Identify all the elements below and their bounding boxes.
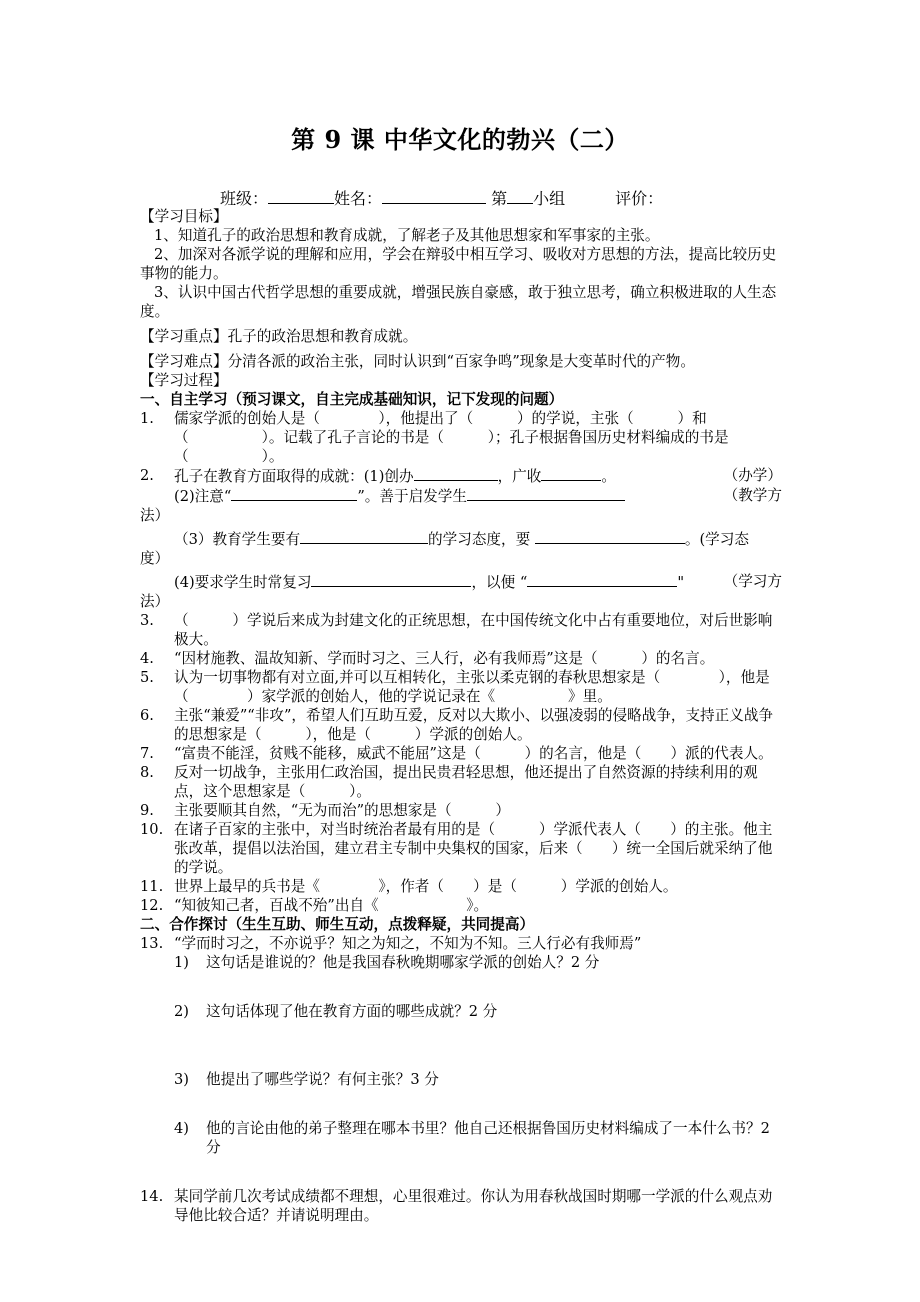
sub-question-text: 这句话体现了他在教育方面的哪些成就？2 分 (206, 1003, 498, 1020)
class-blank[interactable] (268, 188, 334, 204)
q2-text: 的学习态度，要 (428, 531, 531, 548)
answer-space[interactable] (140, 1089, 782, 1119)
q2-tag: （学习方 (723, 573, 782, 590)
q2-text: ，以便 “ (471, 574, 528, 591)
question-number: 10. (140, 821, 164, 838)
question-number: 9. (140, 802, 154, 819)
q2-text: (4)要求学生时常复习 (174, 574, 312, 591)
question-text: “因材施教、温故知新、学而时习之、三人行，必有我师焉”这是（ ）的名言。 (174, 650, 715, 667)
sub-question-number: 3) (174, 1071, 189, 1088)
question-text: （ ）学说后来成为封建文化的正统思想，在中国传统文化中占有重要地位，对后世影响极大。 (174, 612, 773, 648)
question-2 (140, 466, 782, 611)
question-number: 4. (140, 650, 154, 667)
q2-text: 。 (601, 468, 616, 485)
question-text: 主张要顺其自然，“无为而治”的思想家是（ ） (174, 802, 510, 819)
answer-blank[interactable] (541, 466, 601, 481)
question-1 (140, 409, 782, 466)
sub-question-text: 他提出了哪些学说？有何主张？3 分 (206, 1071, 439, 1088)
q2-tag: （教学方 (723, 487, 782, 504)
q2-text: (2)注意“ (174, 488, 232, 505)
name-label: 姓名： (334, 189, 383, 208)
question-3 (140, 611, 782, 649)
sub-question-4 (140, 1119, 782, 1157)
question-13 (140, 934, 782, 953)
page-title: 第 9 课 中华文化的勃兴（二） (291, 125, 629, 154)
q2-text: 法） (140, 507, 170, 524)
answer-blank[interactable] (231, 486, 357, 501)
question-number: 8. (140, 764, 154, 781)
question-12 (140, 896, 782, 915)
sub-question-text: 他的言论由他的弟子整理在哪本书里？他自己还根据鲁国历史材料编成了一本什么书？2 分 (206, 1120, 770, 1156)
question-number: 7. (140, 745, 154, 762)
group-suffix: 小组 (533, 189, 566, 208)
answer-blank[interactable] (535, 529, 685, 544)
learning-difficulty (140, 352, 782, 371)
sub-question-number: 4) (174, 1120, 189, 1137)
question-text: 某同学前几次考试成绩都不理想，心里很难过。你认为用春秋战国时期哪一学派的什么观点劝导他比较合适？并请说明理由。 (174, 1188, 773, 1224)
answer-space[interactable] (140, 1157, 782, 1187)
worksheet-content (140, 207, 782, 1225)
question-8 (140, 763, 782, 801)
question-quote: “学而时习之，不亦说乎？知之为知之，不知为不知。三人行必有我师焉” (174, 935, 642, 952)
section-cooperation-heading: 二、合作探讨（生生互助、师生互动，点拨释疑，共同提高） (140, 916, 535, 933)
question-14 (140, 1187, 782, 1225)
sub-question-number: 2) (174, 1003, 189, 1020)
learning-process-heading: 【学习过程】 (140, 372, 228, 389)
sub-question-2 (140, 1002, 782, 1021)
sub-question-text: 这句话是谁说的？他是我国春秋晚期哪家学派的创始人？2 分 (206, 954, 600, 971)
question-number: 6. (140, 707, 154, 724)
question-text: 主张“兼爱”“非攻”，希望人们互助互爱，反对以大欺小、以强凌弱的侵略战争，支持正义战争的思想家是（ ），他是（ ）学派的创始人。 (174, 707, 774, 743)
group-blank[interactable] (507, 188, 533, 204)
question-number: 3. (140, 612, 154, 629)
question-text: 世界上最早的兵书是《 》，作者（ ）是（ ）学派的创始人。 (174, 878, 678, 895)
answer-blank[interactable] (527, 572, 677, 587)
question-text: 在诸子百家的主张中，对当时统治者最有用的是（ ）学派代表人（ ）的主张。他主张改革，提倡以法治国，建立君主专制中央集权的国家，后来（ ）统一全国后就采纳了他的学说。 (174, 821, 773, 876)
learning-goals-heading: 【学习目标】 (140, 208, 228, 225)
q2-text: ，广收 (497, 468, 542, 485)
question-number: 12. (140, 897, 164, 914)
answer-space[interactable] (140, 1021, 782, 1070)
class-label: 班级： (220, 189, 269, 208)
goal-item: 2、加深对各派学说的理解和应用，学会在辩驳中相互学习、吸收对方思想的方法，提高比较历史事物的能力。 (140, 246, 777, 282)
question-text: “富贵不能淫，贫贱不能移，威武不能屈”这是（ ）的名言，他是（ ）派的代表人。 (174, 745, 773, 762)
difficulty-label: 【学习难点】 (140, 353, 228, 370)
difficulty-text: 分清各派的政治主张，同时认识到“百家争鸣”现象是大变革时代的产物。 (227, 353, 695, 370)
q2-text: （3）教育学生要有 (174, 531, 301, 548)
answer-blank[interactable] (467, 486, 625, 501)
question-text: 反对一切战争，主张用仁政治国，提出民贵君轻思想，他还提出了自然资源的持续利用的观点，这个思想家是（ ）。 (174, 764, 758, 800)
question-6 (140, 706, 782, 744)
question-10 (140, 820, 782, 877)
q2-text: ”。善于启发学生 (357, 488, 467, 505)
q2-text: 。(学习态 (684, 531, 749, 548)
question-number: 2. (140, 467, 154, 484)
sub-question-1 (140, 953, 782, 972)
answer-blank[interactable] (300, 529, 428, 544)
student-info-line (220, 186, 663, 209)
goal-item: 1、知道孔子的政治思想和教育成就，了解老子及其他思想家和军事家的主张。 (154, 227, 660, 244)
question-9 (140, 801, 782, 820)
learning-focus (140, 327, 782, 346)
question-4 (140, 649, 782, 668)
evaluation-label: 评价： (615, 189, 664, 208)
q2-tag: （办学） (723, 467, 782, 484)
question-number: 11. (140, 878, 164, 895)
question-number: 13. (140, 935, 164, 952)
group-prefix: 第 (491, 189, 508, 208)
question-number: 5. (140, 669, 154, 686)
goal-item: 3、认识中国古代哲学思想的重要成就，增强民族自豪感，敢于独立思考，确立积极进取的人生态度。 (140, 284, 777, 320)
q2-text: 孔子在教育方面取得的成就：(1)创办 (174, 468, 414, 485)
question-7 (140, 744, 782, 763)
question-5 (140, 668, 782, 706)
question-11 (140, 877, 782, 896)
q2-text: " (677, 574, 685, 591)
question-text: 儒家学派的创始人是（ ），他提出了（ ）的学说，主张（ ）和（ ）。记载了孔子言论的书是（ ）；孔子根据鲁国历史材料编成的书是（ ）。 (174, 410, 729, 465)
question-number: 1. (140, 410, 154, 427)
question-text: “知彼知己者，百战不殆”出自《 》。 (174, 897, 489, 914)
q2-text: 度） (140, 550, 170, 567)
question-number: 14. (140, 1188, 164, 1205)
name-blank[interactable] (382, 188, 486, 204)
question-text: 认为一切事物都有对立面,并可以互相转化，主张以柔克钢的春秋思想家是（ ），他是（ ）家学派的创始人，他的学说记录在《 》里。 (174, 669, 770, 705)
answer-blank[interactable] (311, 572, 471, 587)
focus-label: 【学习重点】 (140, 328, 228, 345)
section-self-study-heading: 一、自主学习（预习课文，自主完成基础知识，记下发现的问题） (140, 391, 564, 408)
sub-question-3 (140, 1070, 782, 1089)
sub-question-number: 1) (174, 954, 189, 971)
q2-text: 法） (140, 593, 170, 610)
focus-text: 孔子的政治思想和教育成就。 (227, 328, 418, 345)
answer-space[interactable] (140, 972, 782, 1002)
answer-blank[interactable] (414, 466, 498, 481)
